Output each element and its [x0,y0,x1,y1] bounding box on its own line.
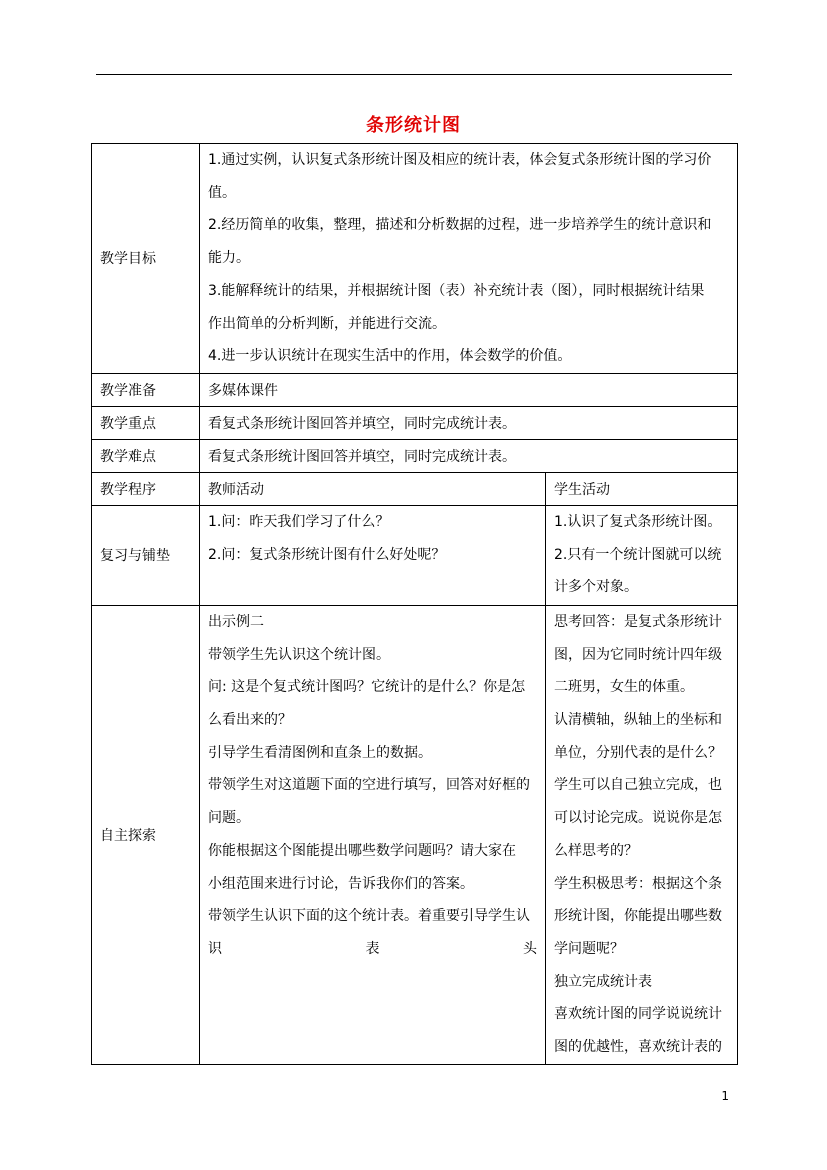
row-label-difficulty: 教学难点 [92,439,200,472]
review-student-line-2: 2.只有一个统计图就可以统 [554,546,722,563]
explore-teacher-cell [200,605,546,1064]
lesson-plan-table [91,143,738,1065]
row-label-prep: 教学准备 [92,373,200,406]
explore-teacher-line-2: 带领学生先认识这个统计图。 [208,646,390,663]
goal-4-line-1: 4.进一步认识统计在现实生活中的作用，体会数学的价值。 [208,348,572,365]
review-student-cell [546,505,738,605]
header-rule [96,74,732,75]
key-content: 看复式条形统计图回答并填空，同时完成统计表。 [200,406,738,439]
row-label-goals: 教学目标 [92,144,200,374]
goal-2-line-1: 2.经历简单的收集，整理，描述和分析数据的过程，进一步培养学生的统计意识和 [208,217,712,234]
explore-student-line-2: 图，因为它同时统计四年级 [554,646,722,663]
explore-student-line-9: 学生积极思考：根据这个条 [554,875,722,892]
explore-teacher-word-1: 识 [208,940,222,957]
row-explore [92,605,738,1064]
explore-student-line-12: 独立完成统计表 [554,973,652,990]
review-student-line-3: 计多个对象。 [554,579,638,596]
goal-1-line-2: 值。 [208,184,236,201]
page-number: 1 [721,1089,729,1103]
row-label-explore: 自主探索 [92,605,200,1064]
explore-student-line-14: 图的优越性，喜欢统计表的 [554,1039,722,1056]
explore-student-line-1: 思考回答：是复式条形统计 [554,613,722,630]
row-review [92,505,738,605]
explore-student-line-10: 形统计图，你能提出哪些数 [554,908,722,925]
goal-3-line-1: 3.能解释统计的结果，并根据统计图（表）补充统计表（图），同时根据统计结果 [208,282,705,299]
row-label-procedure: 教学程序 [92,472,200,505]
explore-teacher-line-6: 带领学生对这道题下面的空进行填写，回答对好框的 [208,777,530,794]
difficulty-content: 看复式条形统计图回答并填空，同时完成统计表。 [200,439,738,472]
prep-content: 多媒体课件 [200,373,738,406]
explore-student-cell [546,605,738,1064]
explore-teacher-line-3: 问: 这是个复式统计图吗？它统计的是什么？你是怎 [208,679,526,696]
explore-teacher-line-8: 你能根据这个图能提出哪些数学问题吗？请大家在 [208,842,516,859]
review-student-line-1: 1.认识了复式条形统计图。 [554,513,722,530]
explore-student-line-13: 喜欢统计图的同学说说统计 [554,1006,722,1023]
goal-1-line-1: 1.通过实例，认识复式条形统计图及相应的统计表，体会复式条形统计图的学习价 [208,152,712,168]
row-procedure [92,472,738,505]
explore-teacher-line-4: 么看出来的？ [208,712,292,729]
review-teacher-cell [200,505,546,605]
student-activity-header: 学生活动 [546,472,738,505]
goal-2-line-2: 能力。 [208,250,250,267]
goals-cell [200,144,738,374]
row-prep [92,373,738,406]
explore-student-line-8: 么样思考的？ [554,842,638,859]
explore-student-line-5: 单位，分别代表的是什么？ [554,744,722,761]
explore-student-line-7: 可以讨论完成。说说你是怎 [554,810,722,827]
explore-student-line-4: 认清横轴，纵轴上的坐标和 [554,712,722,729]
review-teacher-line-2: 2.问：复式条形统计图有什么好处呢？ [208,546,446,563]
explore-teacher-line-1: 出示例二 [208,613,264,630]
explore-teacher-line-11 [208,933,537,966]
row-key [92,406,738,439]
explore-student-line-11: 学问题呢？ [554,940,624,957]
review-teacher-line-1: 1.问：昨天我们学习了什么？ [208,513,390,530]
explore-student-line-3: 二班男，女生的体重。 [554,679,694,696]
document-title: 条形统计图 [366,115,461,136]
explore-teacher-line-7: 问题。 [208,810,250,827]
row-goals [92,144,738,374]
row-label-key: 教学重点 [92,406,200,439]
row-label-review: 复习与铺垫 [92,505,200,605]
explore-teacher-line-10: 带领学生认识下面的这个统计表。着重要引导学生认 [208,908,530,925]
explore-teacher-word-2: 表 [365,940,380,957]
explore-teacher-word-3: 头 [523,940,537,957]
explore-student-line-6: 学生可以自己独立完成，也 [554,777,722,794]
row-difficulty [92,439,738,472]
explore-teacher-line-9: 小组范围来进行讨论，告诉我你们的答案。 [208,875,474,892]
explore-teacher-line-5: 引导学生看清图例和直条上的数据。 [208,744,432,761]
teacher-activity-header: 教师活动 [200,472,546,505]
goal-3-line-2: 作出简单的分析判断，并能进行交流。 [208,315,446,332]
